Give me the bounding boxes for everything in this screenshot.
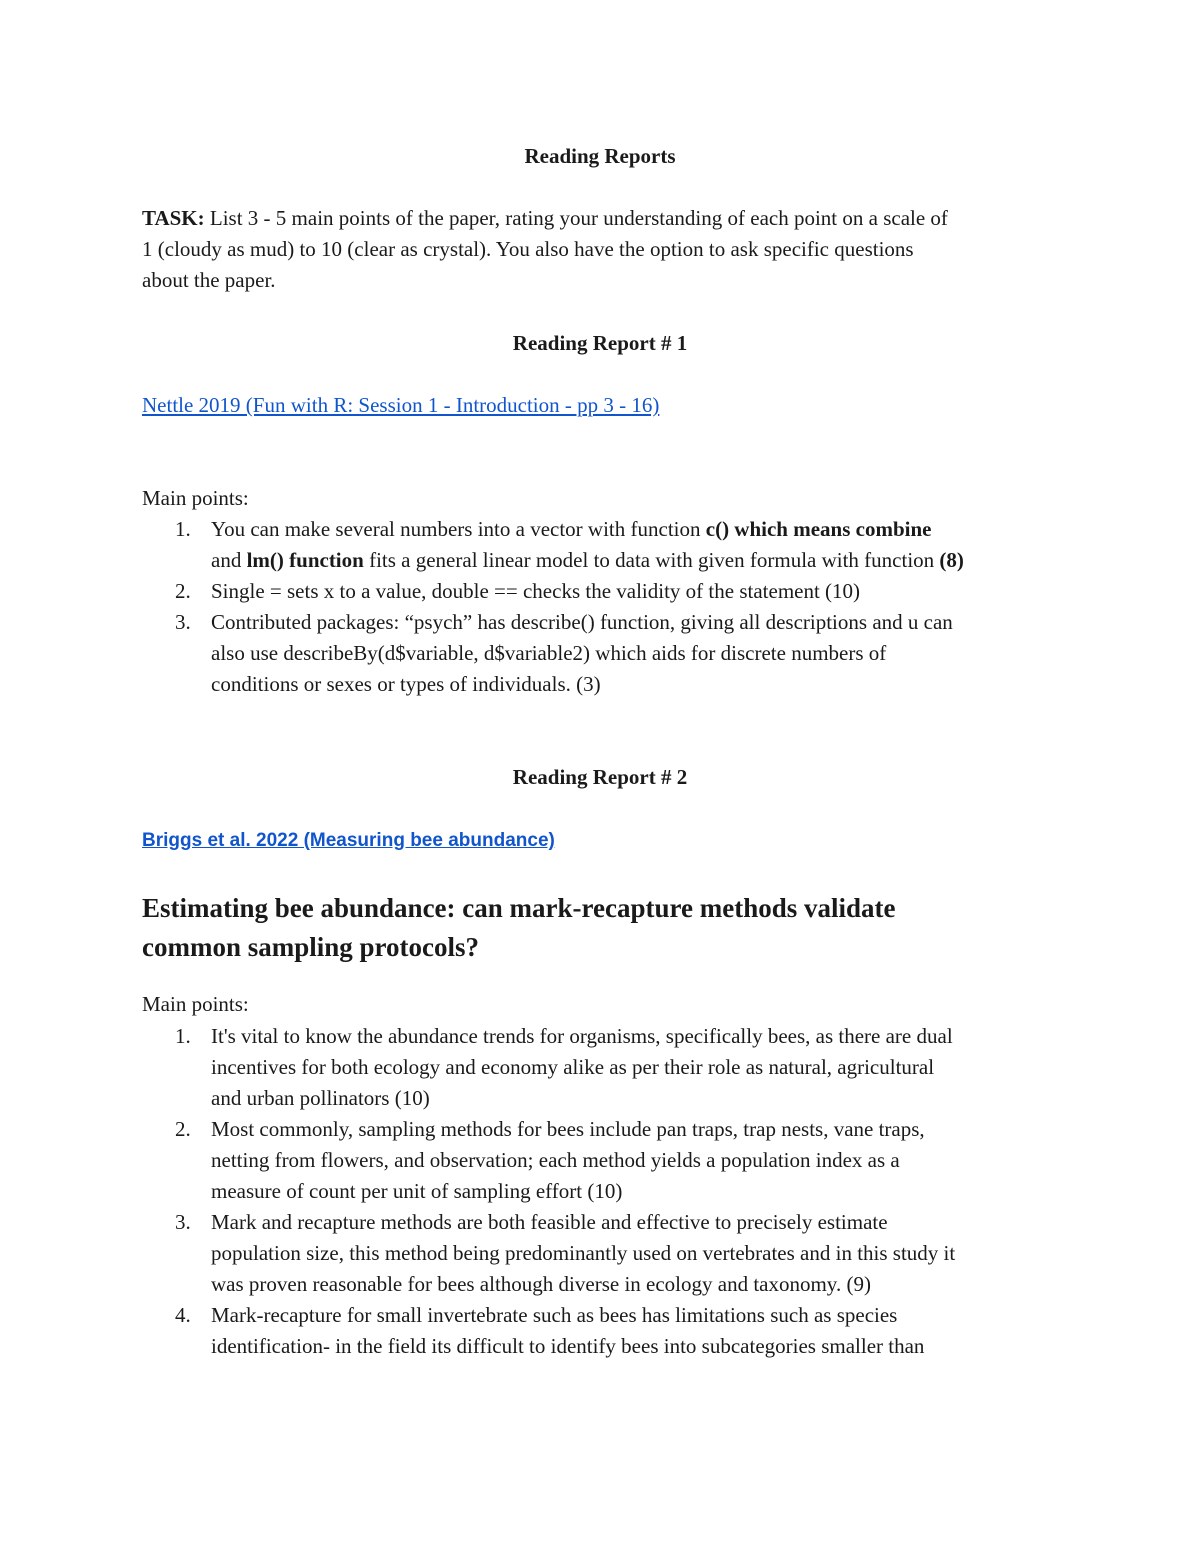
item-text: Contributed packages: “psych” has describe() function, giving all descriptions and u can <box>211 610 953 634</box>
list-item-text <box>211 1021 1071 1114</box>
report-2-link-line <box>142 824 555 856</box>
item-text: Most commonly, sampling methods for bees include pan traps, trap nests, vane traps, <box>211 1117 925 1141</box>
task-line-3: about the paper. <box>142 268 276 292</box>
document-title: Reading Reports <box>524 144 676 168</box>
item-text: conditions or sexes or types of individuals. (3) <box>211 672 601 696</box>
item-text: netting from flowers, and observation; each method yields a population index as a <box>211 1148 900 1172</box>
paper-title-line-2: common sampling protocols? <box>142 932 480 962</box>
report-2-paper-link[interactable]: Briggs et al. 2022 (Measuring bee abundance) <box>142 830 555 851</box>
list-number: 3. <box>175 610 191 634</box>
report-2-heading: Reading Report # 2 <box>512 765 688 789</box>
report-1-main-points-label: Main points: <box>142 486 249 510</box>
list-number: 4. <box>175 1303 191 1327</box>
list-number: 3. <box>175 1210 191 1234</box>
item-text: Single = sets x to a value, double == checks the validity of the statement (10) <box>211 579 861 603</box>
item-text: Mark and recapture methods are both feasible and effective to precisely estimate <box>211 1210 888 1234</box>
item-bold-text: c() which means combine <box>705 517 932 541</box>
item-bold-text: lm() function <box>246 548 364 572</box>
item-text: fits a general linear model to data with given formula with function <box>363 548 940 572</box>
item-text: It's vital to know the abundance trends for organisms, specifically bees, as there are dual <box>211 1024 953 1048</box>
list-item-text <box>211 1114 1071 1207</box>
item-text: identification- in the field its difficult to identify bees into subcategories smaller than <box>211 1334 925 1358</box>
list-item-text <box>211 576 1071 607</box>
list-number: 1. <box>175 1024 191 1048</box>
item-text: measure of count per unit of sampling effort (10) <box>211 1179 623 1203</box>
report-1-link-line <box>142 390 659 420</box>
list-number: 2. <box>175 1117 191 1141</box>
item-text: was proven reasonable for bees although diverse in ecology and taxonomy. (9) <box>211 1272 871 1296</box>
task-line-2: 1 (cloudy as mud) to 10 (clear as crystal). You also have the option to ask specific questions <box>142 237 914 261</box>
item-bold-rating: (8) <box>939 548 964 572</box>
item-text: Mark-recapture for small invertebrate such as bees has limitations such as species <box>211 1303 898 1327</box>
list-item-text <box>211 514 1071 576</box>
task-text-1: List 3 - 5 main points of the paper, rating your understanding of each point on a scale of <box>204 206 948 230</box>
report-1-heading: Reading Report # 1 <box>512 331 688 355</box>
item-text: incentives for both ecology and economy alike as per their role as natural, agricultural <box>211 1055 935 1079</box>
report-1-paper-link[interactable]: Nettle 2019 (Fun with R: Session 1 - Introduction - pp 3 - 16) <box>142 393 660 417</box>
task-label: TASK: <box>142 206 205 230</box>
list-number: 2. <box>175 579 191 603</box>
item-text: also use describeBy(d$variable, d$variable2) which aids for discrete numbers of <box>211 641 887 665</box>
report-2-main-points-label: Main points: <box>142 992 249 1016</box>
paper-title-line-1: Estimating bee abundance: can mark‑recapture methods validate <box>142 893 896 923</box>
task-line-1 <box>142 203 948 233</box>
item-text: and urban pollinators (10) <box>211 1086 430 1110</box>
item-text: You can make several numbers into a vector with function <box>211 517 706 541</box>
list-item-text <box>211 1207 1071 1300</box>
list-item-text <box>211 607 1071 700</box>
list-item-text <box>211 1300 1071 1362</box>
list-number: 1. <box>175 517 191 541</box>
item-text: and <box>211 548 247 572</box>
item-text: population size, this method being predominantly used on vertebrates and in this study it <box>211 1241 956 1265</box>
